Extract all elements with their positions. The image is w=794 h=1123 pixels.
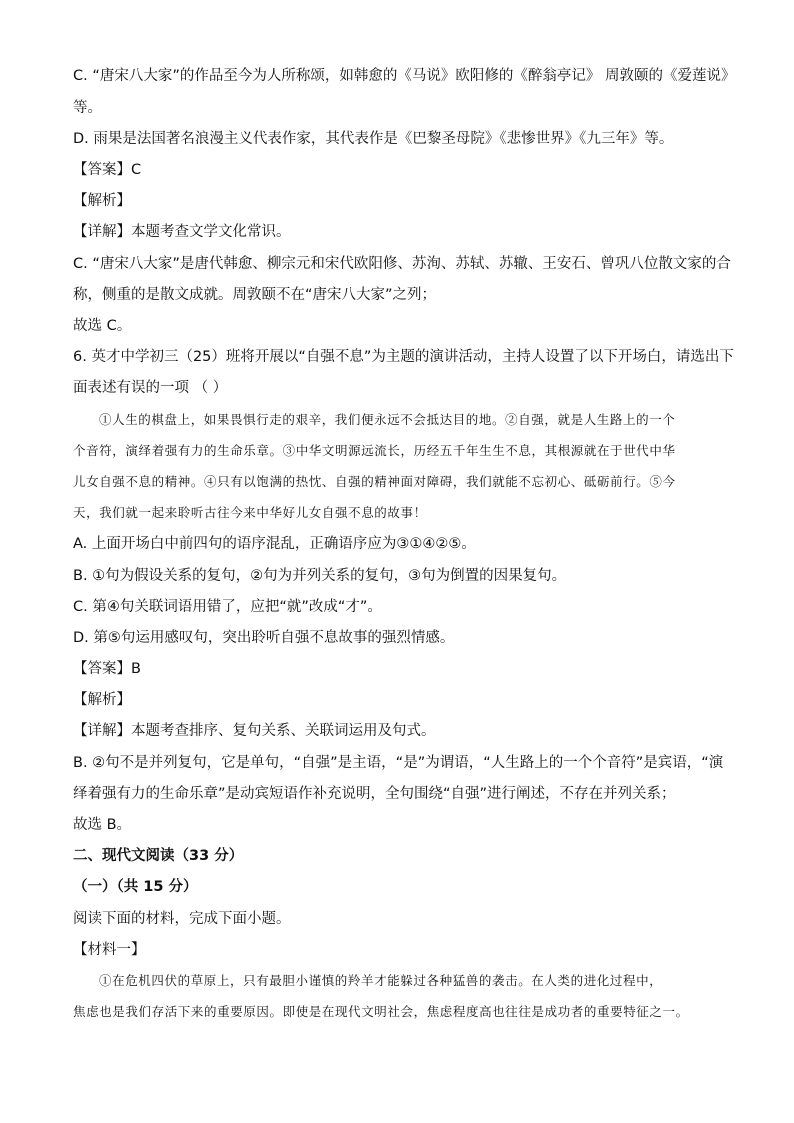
q6-passage-line1: ①人生的棋盘上，如果畏惧行走的艰辛，我们便永远不会抵达目的地。②自强，就是人生路上的一个 bbox=[99, 412, 676, 427]
q6-stem-line1: 6. 英才中学初三（25）班将开展以“自强不息”为主题的演讲活动，主持人设置了以下开场白，请选出下 bbox=[73, 349, 734, 365]
q5-explanation-line1: C. “唐宋八大家”是唐代韩愈、柳宗元和宋代欧阳修、苏洵、苏轼、苏辙、王安石、曾巩八位散文家的合 bbox=[73, 256, 731, 272]
q6-detail: 【详解】本题考查排序、复句关系、关联词运用及句式。 bbox=[73, 723, 436, 739]
q6-explanation-line1: B. ②句不是并列复句，它是单句，“自强”是主语，“是”为谓语，“人生路上的一个个音符”是宾语，“演 bbox=[73, 755, 724, 771]
q6-answer: 【答案】B bbox=[73, 661, 141, 677]
q5-answer: 【答案】C bbox=[73, 162, 142, 178]
q6-choose: 故选 B。 bbox=[73, 817, 132, 833]
q6-option-a: A. 上面开场白中前四句的语序混乱，正确语序应为③①④②⑤。 bbox=[73, 536, 476, 552]
q5-option-c-line1: C. “唐宋八大家”的作品至今为人所称颂，如韩愈的《马说》欧阳修的《醉翁亭记》 周敦颐的《爱莲说》 bbox=[73, 68, 736, 84]
q6-passage-line2: 个音符，演绎着强有力的生命乐章。③中华文明源远流长，历经五千年生生不息，其根源就在于世代中华 bbox=[73, 443, 676, 458]
q6-passage-line4: 天，我们就一起来聆听古往今来中华好儿女自强不息的故事！ bbox=[73, 505, 427, 520]
q5-detail: 【详解】本题考查文学文化常识。 bbox=[73, 224, 291, 240]
q5-choose: 故选 C。 bbox=[73, 318, 132, 334]
q6-passage-line3: 儿女自强不息的精神。④只有以饱满的热忱、自强的精神面对障碍，我们就能不忘初心、砥砺前行。⑤今 bbox=[73, 474, 676, 489]
q5-analysis-label: 【解析】 bbox=[73, 193, 131, 209]
q5-option-d: D. 雨果是法国著名浪漫主义代表作家，其代表作是《巴黎圣母院》《悲惨世界》《九三年》等。 bbox=[73, 131, 674, 147]
q6-analysis-label: 【解析】 bbox=[73, 692, 131, 708]
section-title: 二、现代文阅读（33 分） bbox=[73, 848, 244, 864]
material-label: 【材料一】 bbox=[73, 942, 146, 958]
material-line2: 焦虑也是我们存活下来的重要原因。即使是在现代文明社会，焦虑程度高也往往是成功者的重要特征之一。 bbox=[73, 1004, 689, 1019]
reading-instruction: 阅读下面的材料，完成下面小题。 bbox=[73, 911, 291, 927]
q6-explanation-line2: 绎着强有力的生命乐章”是动宾短语作补充说明，全句围绕“自强”进行阐述，不存在并列关系； bbox=[73, 786, 676, 802]
q6-stem-line2: 面表述有误的一项 （ ） bbox=[73, 380, 228, 396]
q5-option-c-line2: 等。 bbox=[73, 100, 102, 116]
q5-explanation-line2: 称，侧重的是散文成就。周敦颐不在“唐宋八大家”之列； bbox=[73, 287, 437, 303]
material-line1: ①在危机四伏的草原上，只有最胆小谨慎的羚羊才能躲过各种猛兽的袭击。在人类的进化过程中， bbox=[99, 973, 663, 988]
section-subtitle: （一）（共 15 分） bbox=[73, 879, 198, 895]
q6-option-d: D. 第⑤句运用感叹句，突出聆听自强不息故事的强烈情感。 bbox=[73, 630, 455, 646]
q6-option-b: B. ①句为假设关系的复句，②句为并列关系的复句，③句为倒置的因果复句。 bbox=[73, 568, 567, 584]
q6-option-c: C. 第④句关联词语用错了，应把“就”改成“才”。 bbox=[73, 599, 382, 615]
